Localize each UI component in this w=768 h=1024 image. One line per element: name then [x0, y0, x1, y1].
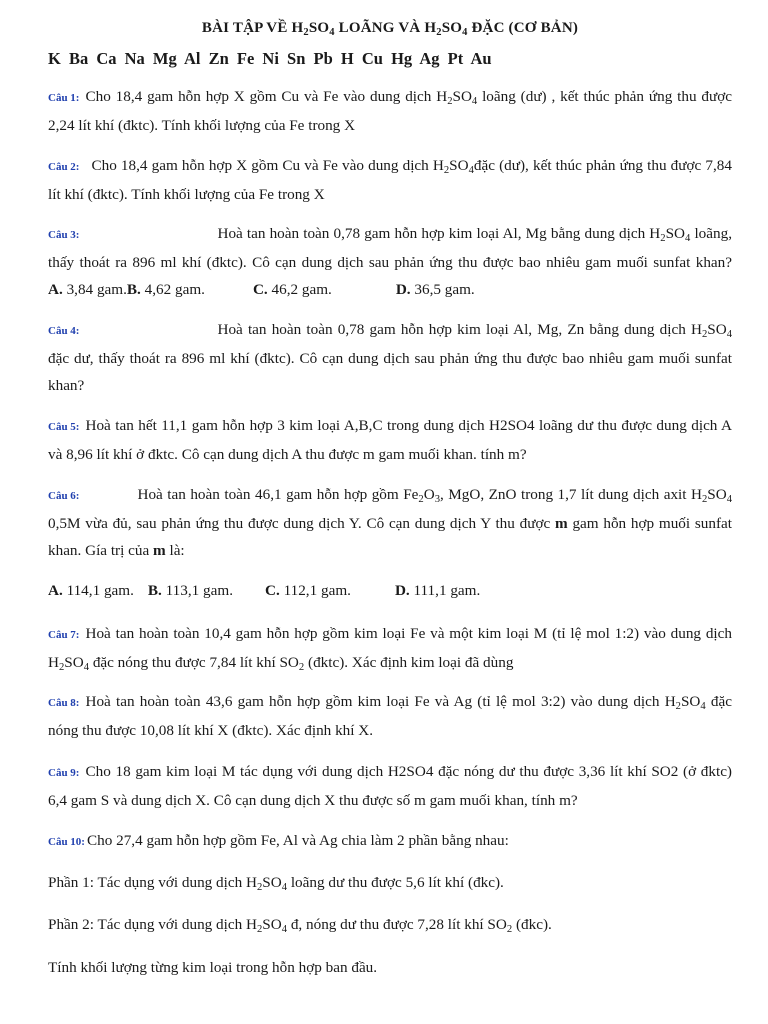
question-label: Câu 1:: [48, 92, 80, 104]
question-9: Câu 9: Cho 18 gam kim loại M tác dụng với dung dịch H2SO4 đặc nóng dư thu được 3,36 lít khí SO2 (ở đktc) 6,4 gam S và dung dịch X. Cô cạn dung dịch X thu được số m gam muối khan, tính m?: [48, 758, 732, 814]
question-10: Câu 10: Cho 27,4 gam hỗn hợp gồm Fe, Al và Ag chia làm 2 phần bằng nhau:: [48, 827, 732, 856]
question-10-final: Tính khối lượng từng kim loại trong hỗn hợp ban đầu.: [48, 959, 378, 976]
question-label: Câu 9:: [48, 767, 80, 779]
answer-option-b: B. 4,62 gam.: [126, 281, 205, 298]
question-label: Câu 5:: [48, 421, 80, 433]
page-title: BÀI TẬP VỀ $H_2SO_4$ LOÃNG VÀ $H_2SO_4$ ĐẶC (CƠ BẢN): [201, 20, 579, 38]
question-2: Câu 2: Cho 18,4 gam hỗn hợp X gồm Cu và Fe vào dung dịch $H_2SO_4đặc$ (dư), kết thúc phản ứng thu được 7,84 lít khí (đktc). Tính khối lượng của Fe trong X: [48, 152, 732, 208]
answer-option-d: D. 36,5 gam.: [395, 281, 475, 298]
question-label: Câu 10:: [48, 836, 85, 848]
question-7: Câu 7: Hoà tan hoàn toàn 10,4 gam hỗn hợp gồm kim loại Fe và một kim loại M (tỉ lệ mol 1:2) vào dung dịch $H_2SO_4$ đặc nóng thu được 7,84 lít khí $SO_2$ (đktc). Xác định kim loại đã dùng: [48, 620, 732, 676]
question-10-part-1: Phần 1: Tác dụng với dung dịch $H_2SO_4$ loãng dư thu được 5,6 lít khí (đkc).: [48, 874, 504, 893]
answer-option-d: D. 111,1 gam.: [394, 582, 481, 599]
answer-option-a: A. 114,1 gam.: [48, 582, 134, 599]
question-3: Câu 3: Hoà tan hoàn toàn 0,78 gam hỗn hợp kim loại Al, Mg bằng dung dịch $H_2SO_4$ loãng, thấy thoát ra 896 ml khí (đktc). Cô cạn dung dịch sau phản ứng thu được bao nhiêu gam muối sunfat khan?A. 3,84 gam.B. 4,62 gam. C. 46,2 gam. D. 36,5 gam.: [48, 220, 732, 303]
question-label: Câu 7:: [48, 629, 80, 641]
question-4: Câu 4: Hoà tan hoàn toàn 0,78 gam hỗn hợp kim loại Al, Mg, Zn bằng dung dịch $H_2SO_4$ đặc dư, thấy thoát ra 896 ml khí (đktc). Cô cạn dung dịch sau phản ứng thu được bao nhiêu gam muối sunfat khan?: [48, 316, 732, 399]
question-8: Câu 8: Hoà tan hoàn toàn 43,6 gam hỗn hợp gồm kim loại Fe và Ag (tỉ lệ mol 3:2) vào dung dịch $H_2SO_4$ đặc nóng thu được 10,08 lít khí X (đktc). Xác định khí X.: [48, 688, 732, 744]
question-10-part-2: Phần 2: Tác dụng với dung dịch $H_2SO_4$ đ, nóng dư thu được 7,28 lít khí $SO_2$ (đkc).: [48, 916, 552, 935]
activity-series: K Ba Ca Na Mg Al Zn Fe Ni Sn Pb H Cu Hg Ag Pt Au: [48, 49, 492, 68]
question-label: Câu 2:: [48, 161, 80, 173]
question-6: Câu 6: Hoà tan hoàn toàn 46,1 gam hỗn hợp gồm $Fe_2O_3$, MgO, ZnO trong 1,7 lít dung dịch axit $H_2SO_4$ 0,5M vừa đủ, sau phản ứng thu được dung dịch Y. Cô cạn dung dịch Y thu được m gam hỗn hợp muối sunfat khan. Gía trị của m là:: [48, 481, 732, 564]
answer-option-c: C. 46,2 gam.: [252, 281, 332, 298]
question-1: Câu 1: Cho 18,4 gam hỗn hợp X gồm Cu và Fe vào dung dịch $H_2SO_4$ loãng (dư) , kết thúc phản ứng thu được 2,24 lít khí (đktc). Tính khối lượng của Fe trong X: [48, 83, 732, 139]
question-5: Câu 5: Hoà tan hết 11,1 gam hỗn hợp 3 kim loại A,B,C trong dung dịch H2SO4 loãng dư thu được dung dịch A và 8,96 lít khí ở đktc. Cô cạn dung dịch A thu được m gam muối khan. tính m?: [48, 412, 732, 468]
answer-option-a: A. 3,84 gam.: [48, 281, 127, 298]
answer-option-c: C. 112,1 gam.: [265, 582, 351, 599]
question-6-options: [48, 577, 732, 604]
question-label: Câu 6:: [48, 490, 80, 502]
question-label: Câu 4:: [48, 325, 80, 337]
question-label: Câu 8:: [48, 697, 80, 709]
question-label: Câu 3:: [48, 229, 80, 241]
answer-option-b: B. 113,1 gam.: [147, 582, 234, 599]
